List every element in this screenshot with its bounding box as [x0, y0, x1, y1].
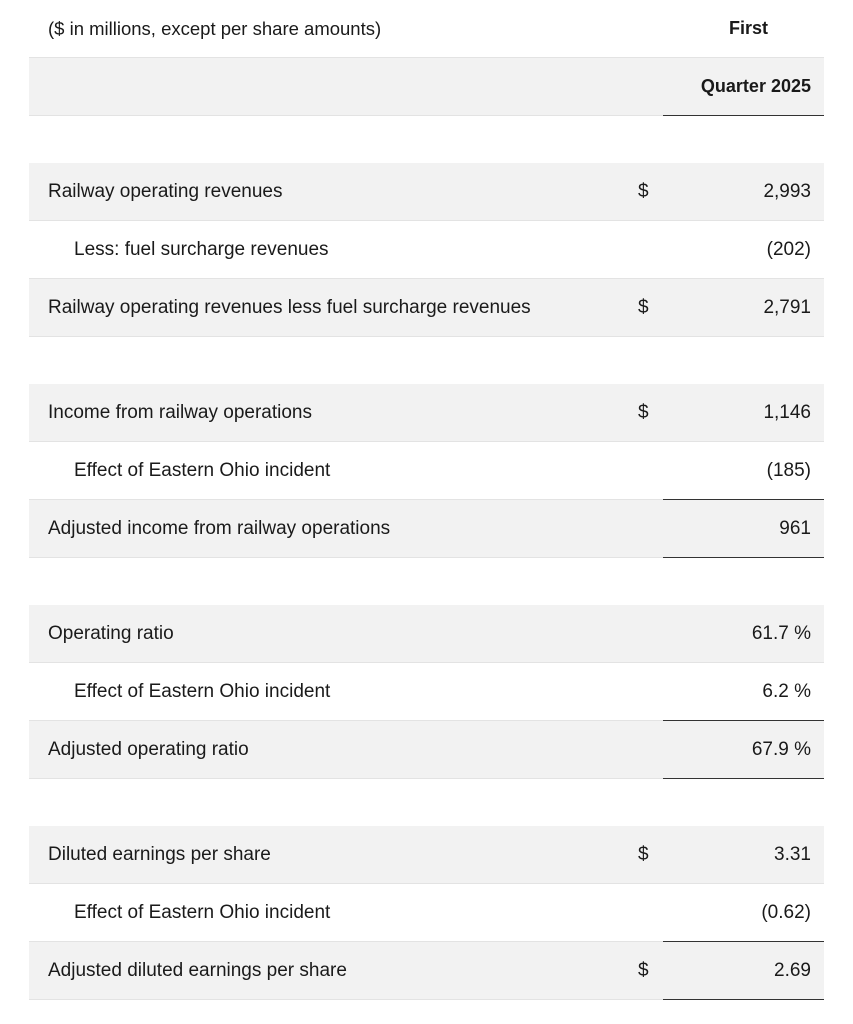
spacer: [29, 116, 824, 163]
header-row-2: [29, 58, 824, 116]
table-row: [29, 279, 824, 337]
total-rule: [663, 999, 824, 1000]
table-row: [29, 942, 824, 1000]
row-label: Railway operating revenues less fuel surcharge revenues: [48, 296, 531, 318]
financial-table: [29, 0, 824, 1000]
table-row: [29, 721, 824, 779]
row-label: Effect of Eastern Ohio incident: [74, 680, 331, 702]
spacer: [29, 558, 824, 605]
row-value: 67.9 %: [751, 738, 811, 760]
row-label: Operating ratio: [48, 622, 174, 644]
dollar-sign: $: [638, 180, 649, 202]
row-label: Effect of Eastern Ohio incident: [74, 459, 331, 481]
row-label: Adjusted diluted earnings per share: [48, 959, 347, 981]
row-value: 61.7 %: [751, 622, 811, 644]
header-row-1: [29, 0, 824, 58]
table-row: [29, 826, 824, 884]
row-label: Effect of Eastern Ohio incident: [74, 901, 331, 923]
row-label: Adjusted income from railway operations: [48, 517, 391, 539]
row-label: Income from railway operations: [48, 401, 312, 423]
table-row: [29, 221, 824, 279]
row-value: 6.2 %: [762, 680, 811, 702]
row-label: Diluted earnings per share: [48, 843, 271, 865]
dollar-sign: $: [638, 959, 649, 981]
table-row: [29, 442, 824, 500]
table-row: [29, 605, 824, 663]
period-header-line2: Quarter 2025: [700, 76, 811, 96]
table-row: [29, 384, 824, 442]
row-value: 3.31: [774, 843, 811, 865]
row-value: 2,791: [763, 296, 811, 318]
table-row: [29, 884, 824, 942]
spacer: [29, 779, 824, 826]
table-row: [29, 500, 824, 558]
table-row: [29, 663, 824, 721]
dollar-sign: $: [638, 401, 649, 423]
row-label: Adjusted operating ratio: [48, 738, 249, 760]
row-value: (202): [766, 238, 811, 260]
row-label: Less: fuel surcharge revenues: [74, 238, 329, 260]
row-value: (185): [766, 459, 811, 481]
row-value: 1,146: [763, 401, 811, 423]
dollar-sign: $: [638, 296, 649, 318]
row-value: 961: [779, 517, 811, 539]
spacer: [29, 337, 824, 384]
row-value: (0.62): [761, 901, 811, 923]
row-label: Railway operating revenues: [48, 180, 283, 202]
table-row: [29, 163, 824, 221]
row-value: 2,993: [763, 180, 811, 202]
dollar-sign: $: [638, 843, 649, 865]
period-header-line1: First: [728, 18, 768, 38]
row-value: 2.69: [774, 959, 811, 981]
units-note: ($ in millions, except per share amounts): [48, 17, 382, 39]
